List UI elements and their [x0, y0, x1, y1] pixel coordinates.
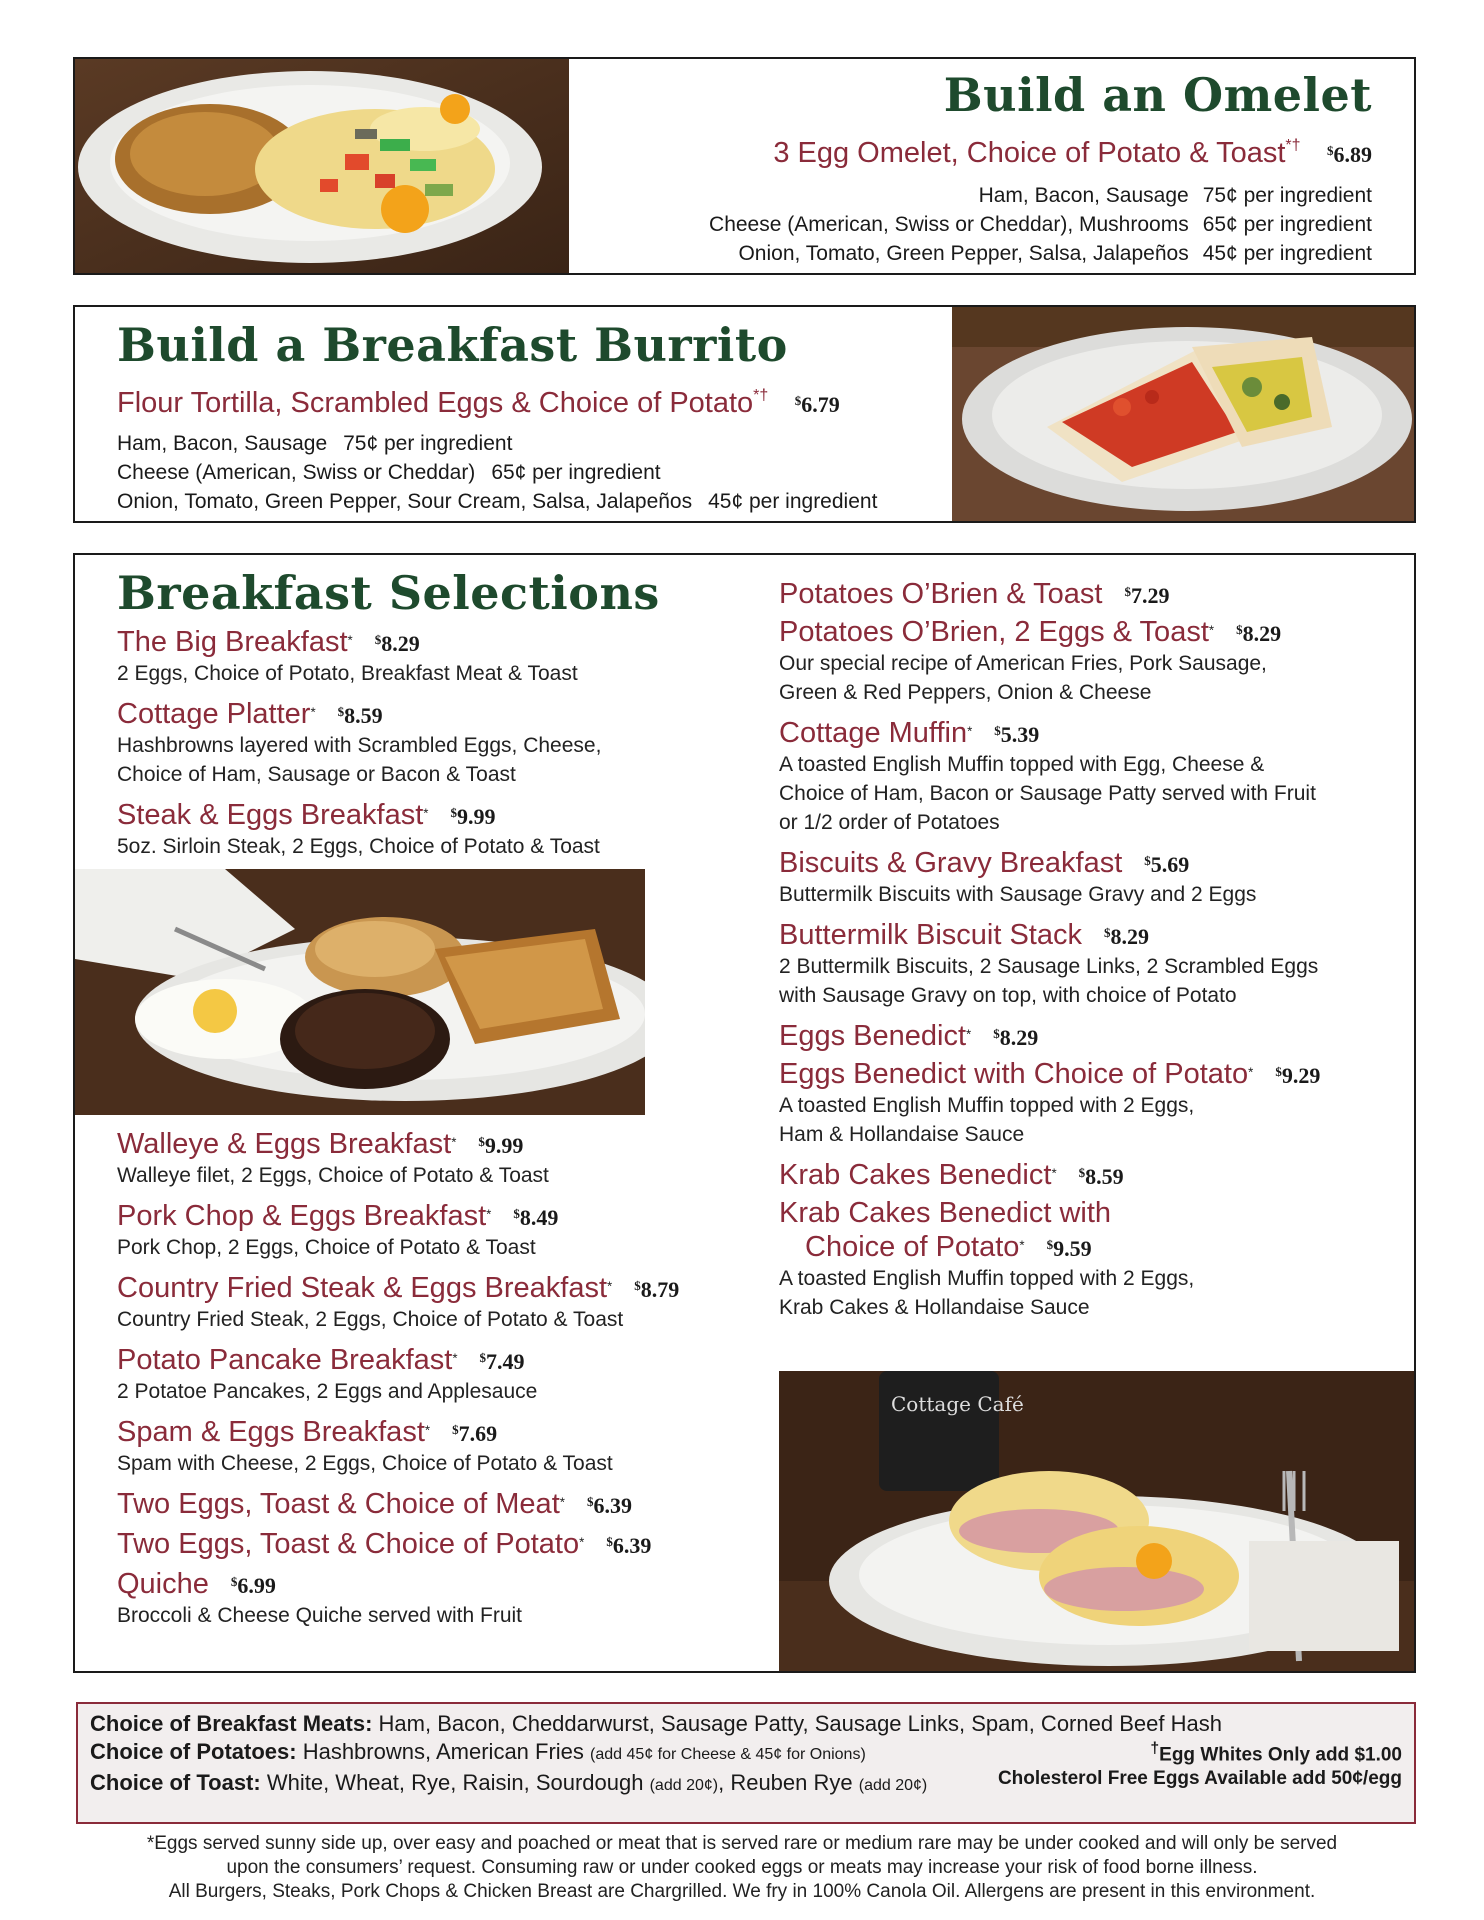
omelet-ingredient-row: Cheese (American, Swiss or Cheddar), Mushrooms 65¢ per ingredient: [709, 213, 1372, 236]
menu-item: Potatoes O’Brien, 2 Eggs & Toast* $8.29 Our special recipe of American Fries, Pork Sausage, Green & Red Peppers, Onion & Cheese: [779, 616, 1282, 704]
breakfast-selections-section: [73, 553, 1416, 1673]
omelet-subtitle-mark: *†: [1285, 137, 1301, 154]
omelet-section: [73, 57, 1416, 275]
burrito-title: Build a Breakfast Burrito: [117, 318, 788, 372]
eggs-benedict-photo: [779, 1371, 1414, 1671]
selections-left-bottom: [117, 1127, 757, 1639]
steak-eggs-photo: [75, 869, 645, 1115]
menu-item: Two Eggs, Toast & Choice of Meat* $6.39: [117, 1488, 632, 1520]
cholesterol-note: Cholesterol Free Eggs Available add 50¢/egg: [997, 1768, 1402, 1789]
menu-item: Krab Cakes Benedict with Choice of Potato* $9.59 A toasted English Muffin topped with 2 Eggs, Krab Cakes & Hollandaise Sauce: [779, 1197, 1195, 1319]
burrito-subtitle-mark: *†: [753, 387, 769, 404]
burrito-photo: [952, 307, 1414, 521]
menu-item: Country Fried Steak & Eggs Breakfast* $8.79 Country Fried Steak, 2 Eggs, Choice of Potato & Toast: [117, 1272, 680, 1331]
selections-title: Breakfast Selections: [117, 566, 660, 620]
omelet-ingredients: [585, 181, 1372, 268]
omelet-subtitle: 3 Egg Omelet, Choice of Potato & Toast: [773, 137, 1286, 169]
meats-line: Choice of Breakfast Meats: Ham, Bacon, Cheddarwurst, Sausage Patty, Sausage Links, Spam, Corned Beef Hash: [90, 1711, 1222, 1736]
menu-item: Walleye & Eggs Breakfast* $9.99 Walleye filet, 2 Eggs, Choice of Potato & Toast: [117, 1128, 549, 1187]
selections-right: [779, 577, 1399, 1331]
menu-item: Steak & Eggs Breakfast* $9.99 5oz. Sirloin Steak, 2 Eggs, Choice of Potato & Toast: [117, 799, 600, 858]
omelet-subtitle-row: [585, 129, 1372, 175]
disclaimer: *Eggs served sunny side up, over easy and poached or meat that is served rare or medium rare may be under cooked and will only be served upon the consumers’ request. Consuming raw or under cooked eggs or meats may increase your risk of food borne illness. All Burgers, Steaks, Pork Chops & Chicken Breast are Chargrilled. We fry in 100% Canola Oil. Allergens are present in this environment.: [146, 1833, 1338, 1902]
omelet-photo: [75, 59, 569, 273]
menu-item: Quiche $6.99 Broccoli & Cheese Quiche served with Fruit: [117, 1568, 522, 1627]
menu-item: Cottage Platter* $8.59 Hashbrowns layered with Scrambled Eggs, Cheese, Choice of Ham, Sausage or Bacon & Toast: [117, 698, 602, 786]
burrito-ingredient-row: Cheese (American, Swiss or Cheddar) 65¢ per ingredient: [117, 461, 661, 484]
menu-item: Spam & Eggs Breakfast* $7.69 Spam with Cheese, 2 Eggs, Choice of Potato & Toast: [117, 1416, 613, 1475]
selections-left-top: [117, 565, 717, 870]
omelet-ingredient-row: Onion, Tomato, Green Pepper, Salsa, Jalapeños 45¢ per ingredient: [738, 242, 1372, 265]
burrito-subtitle-row: [117, 379, 997, 425]
omelet-ingredient-row: Ham, Bacon, Sausage 75¢ per ingredient: [978, 184, 1372, 207]
burrito-ingredient-row: Ham, Bacon, Sausage 75¢ per ingredient: [117, 432, 513, 455]
menu-item: Eggs Benedict* $8.29: [779, 1020, 1039, 1052]
menu-item: Biscuits & Gravy Breakfast $5.69 Buttermilk Biscuits with Sausage Gravy and 2 Eggs: [779, 847, 1257, 906]
menu-item: Cottage Muffin* $5.39 A toasted English Muffin topped with Egg, Cheese & Choice of Ham, Bacon or Sausage Patty served with Fruit or 1/2 order of Potatoes: [779, 717, 1316, 834]
burrito-ingredient-row: Onion, Tomato, Green Pepper, Sour Cream, Salsa, Jalapeños 45¢ per ingredient: [117, 490, 878, 513]
burrito-section: [73, 305, 1416, 523]
menu-item: Potatoes O’Brien & Toast $7.29: [779, 578, 1170, 610]
menu-item: The Big Breakfast* $8.29 2 Eggs, Choice of Potato, Breakfast Meat & Toast: [117, 626, 578, 685]
toast-line: Choice of Toast: White, Wheat, Rye, Raisin, Sourdough (add 20¢), Reuben Rye (add 20¢): [90, 1770, 928, 1795]
burrito-subtitle: Flour Tortilla, Scrambled Eggs & Choice of Potato: [117, 387, 754, 419]
menu-item: Buttermilk Biscuit Stack $8.29 2 Buttermilk Biscuits, 2 Sausage Links, 2 Scrambled Eggs with Sausage Gravy on top, with choice of Potato: [779, 919, 1319, 1007]
omelet-title: Build an Omelet: [943, 68, 1372, 122]
mug-logo-text: Cottage Café: [891, 1392, 1024, 1416]
menu-item: Pork Chop & Eggs Breakfast* $8.49 Pork Chop, 2 Eggs, Choice of Potato & Toast: [117, 1200, 559, 1259]
potatoes-line: Choice of Potatoes: Hashbrowns, American Fries (add 45¢ for Cheese & 45¢ for Onions): [90, 1739, 866, 1764]
omelet-price: $6.89: [1327, 142, 1372, 167]
egg-whites-note: †Egg Whites Only add $1.00: [1150, 1740, 1402, 1766]
burrito-ingredients: [117, 429, 997, 516]
choices-section: [76, 1702, 1416, 1824]
menu-item: Two Eggs, Toast & Choice of Potato* $6.39: [117, 1528, 652, 1560]
menu-item: Eggs Benedict with Choice of Potato* $9.29 A toasted English Muffin topped with 2 Eggs, Ham & Hollandaise Sauce: [779, 1058, 1321, 1146]
burrito-price: $6.79: [794, 392, 840, 417]
menu-item: Krab Cakes Benedict* $8.59: [779, 1159, 1124, 1191]
menu-item: Potato Pancake Breakfast* $7.49 2 Potatoe Pancakes, 2 Eggs and Applesauce: [117, 1344, 538, 1403]
